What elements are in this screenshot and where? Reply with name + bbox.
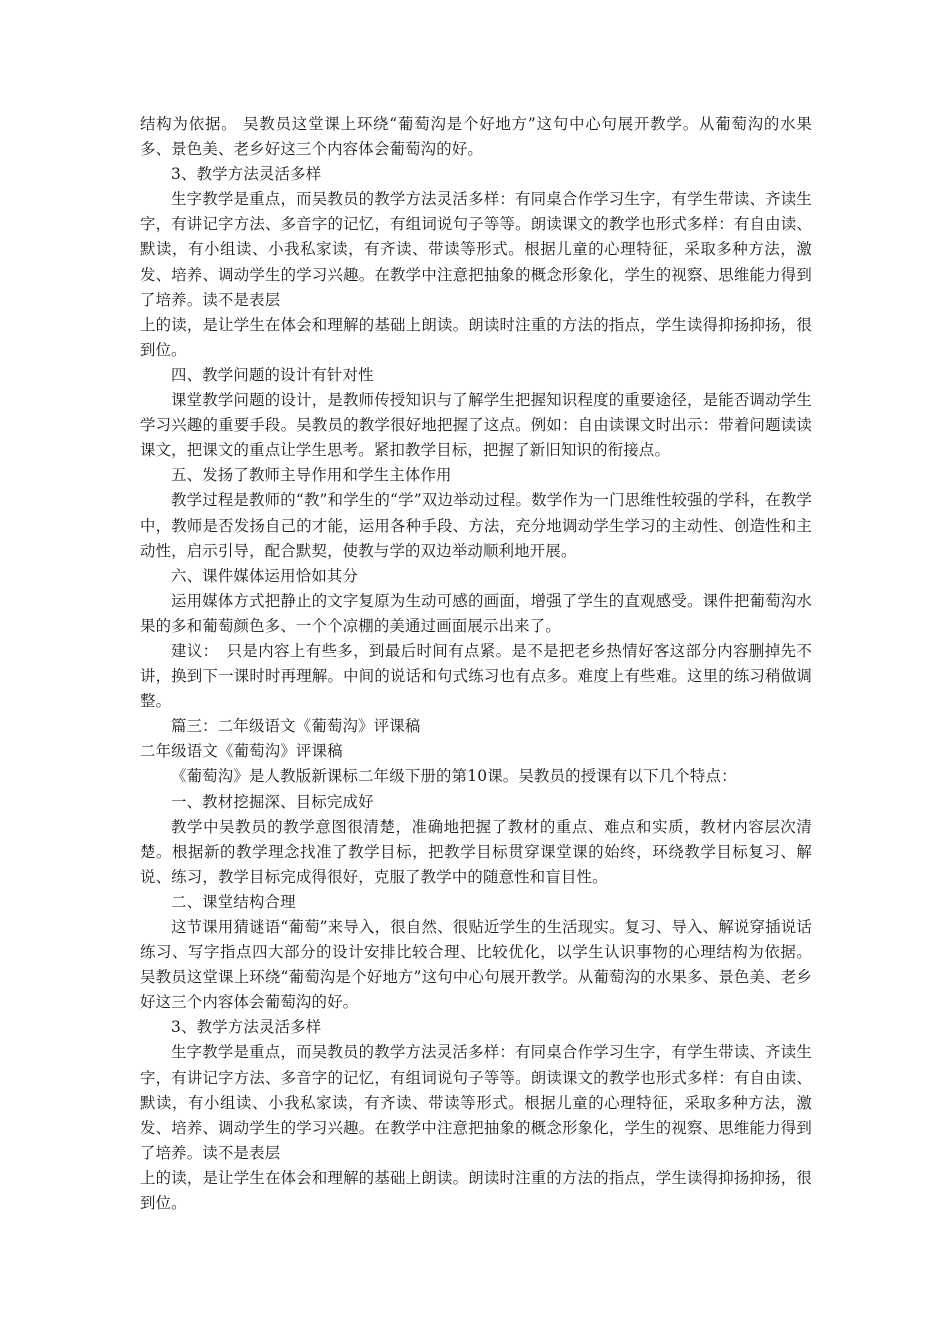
section-heading: 四、教学问题的设计有针对性 [171, 365, 374, 384]
paragraph: 教学中吴教员的教学意图很清楚，准确地把握了教材的重点、难点和实质，教材内容层次清楚。根据新的教学理念找准了教学目标，把教学目标贯穿课堂课的始终，环绕教学目标复习、解说、练习，教学目标完成得很好，克服了教学中的随意性和盲目性。 [140, 817, 812, 886]
suggestion-paragraph: 建议： 只是内容上有些多，到最后时间有点紧。是不是把老乡热情好客这部分内容删掉先不讲，换到下一课时时再理解。中间的说话和句式练习也有点多。难度上有些难。这里的练习稍做调整。 [140, 641, 812, 711]
section-heading: 一、教材挖掘深、目标完成好 [171, 792, 374, 811]
paragraph: 教学过程是教师的“教”和学生的“学”双边举动过程。数学作为一门思维性较强的学科，在教学中，教师是否发扬自己的才能，运用各种手段、方法，充分地调动学生学习的主动性、创造性和主动性，启示引导，配合默契，使教与学的双边举动顺利地开展。 [140, 491, 812, 560]
section-heading: 3、教学方法灵活多样 [171, 165, 322, 184]
article-title: 二年级语文《葡萄沟》评课稿 [140, 742, 343, 761]
paragraph: 课堂教学问题的设计，是教师传授知识与了解学生把握知识程度的重要途径，是能否调动学生学习兴趣的重要手段。吴教员的教学很好地把握了这点。例如：自由读课文时出示：带着问题读读课文，把课文的重点让学生思考。紧扣教学目标，把握了新旧知识的衔接点。 [140, 391, 812, 460]
paragraph: 运用媒体方式把静止的文字复原为生动可感的画面，增强了学生的直观感受。课件把葡萄沟水果的多和葡萄颜色多、一个个凉棚的美通过画面展示出来了。 [140, 591, 812, 635]
paragraph: 结构为依据。 吴教员这堂课上环绕“葡萄沟是个好地方”这句中心句展开教学。从葡萄沟的水果多、景色美、老乡好这三个内容体会葡萄沟的好。 [140, 115, 812, 159]
paragraph: 生字教学是重点，而吴教员的教学方法灵活多样：有同桌合作学习生字，有学生带读、齐读生字，有讲记字方法、多音字的记忆，有组词说句子等等。朗读课文的教学也形式多样：有自由读、默读，有小组读、小我私家读，有齐读、带读等形式。根据儿童的心理特征，采取多种方法，激发、培养、调动学生的学习兴趣。在教学中注意把抽象的概念形象化，学生的视察、思维能力得到了培养。读不是表层 [140, 190, 812, 309]
document-body [140, 112, 812, 1216]
paragraph: 《葡萄沟》是人教版新课标二年级下册的第10课。吴教员的授课有以下几个特点： [171, 767, 737, 786]
article-heading: 篇三：二年级语文《葡萄沟》评课稿 [171, 717, 421, 736]
section-heading: 六、课件媒体运用恰如其分 [171, 566, 359, 585]
section-heading: 五、发扬了教师主导作用和学生主体作用 [171, 466, 452, 485]
paragraph: 上的读，是让学生在体会和理解的基础上朗读。朗读时注重的方法的指点，学生读得抑扬抑扬，很到位。 [140, 1168, 812, 1213]
paragraph: 上的读，是让学生在体会和理解的基础上朗读。朗读时注重的方法的指点，学生读得抑扬抑扬，很到位。 [140, 315, 812, 359]
paragraph: 生字教学是重点，而吴教员的教学方法灵活多样：有同桌合作学习生字，有学生带读、齐读生字，有讲记字方法、多音字的记忆，有组词说句子等等。朗读课文的教学也形式多样：有自由读、默读，有小组读、小我私家读，有齐读、带读等形式。根据儿童的心理特征，采取多种方法，激发、培养、调动学生的学习兴趣。在教学中注意把抽象的概念形象化，学生的视察、思维能力得到了培养。读不是表层 [140, 1043, 812, 1162]
section-heading: 3、教学方法灵活多样 [171, 1018, 322, 1037]
paragraph: 这节课用猜谜语“葡萄”来导入，很自然、很贴近学生的生活现实。复习、导入、解说穿插说话练习、写字指点四大部分的设计安排比较合理、比较优化，以学生认识事物的心理结构为依据。 吴教员这堂课上环绕“葡萄沟是个好地方”这句中心句展开教学。从葡萄沟的水果多、景色美、老乡好这三个内容体会葡萄沟的好。 [140, 918, 812, 1012]
section-heading: 二、课堂结构合理 [171, 892, 296, 911]
